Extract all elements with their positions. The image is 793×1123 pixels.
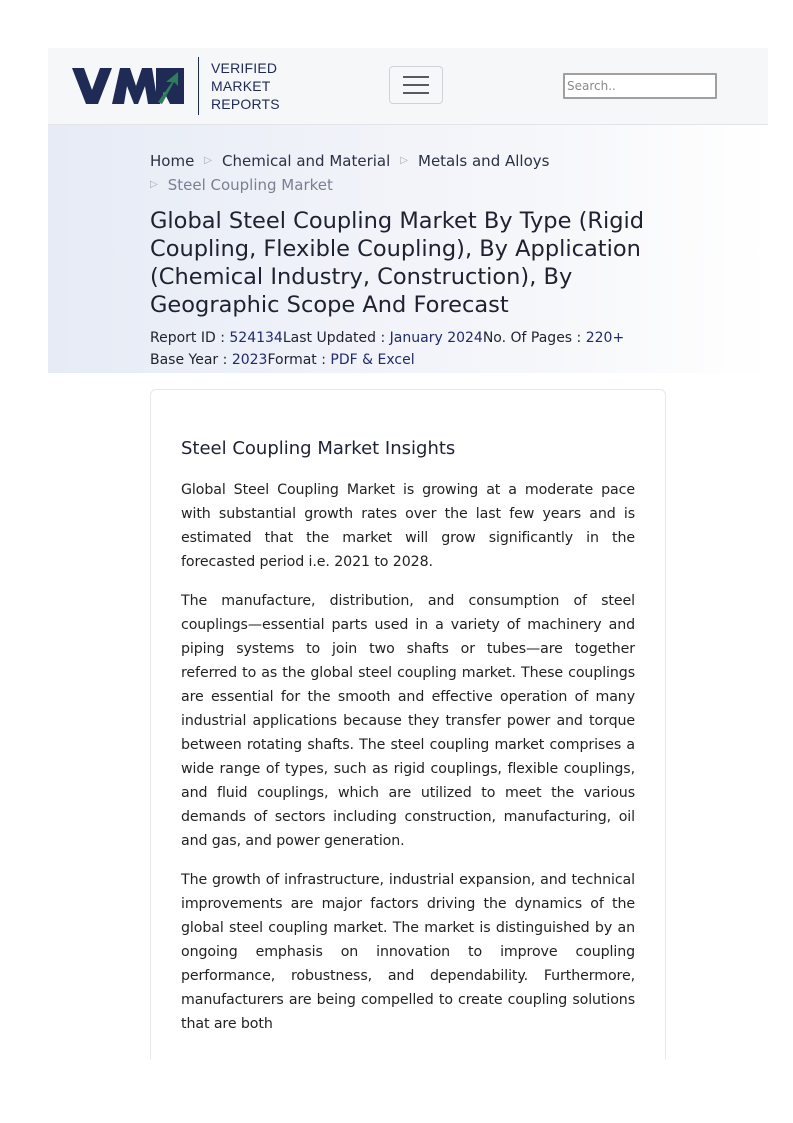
- report-meta-row: [150, 327, 670, 349]
- site-header: [48, 48, 768, 125]
- report-id-label: Report ID :: [150, 330, 230, 346]
- pages-value: 220+: [585, 330, 625, 346]
- last-updated-label: Last Updated :: [282, 330, 390, 346]
- last-updated-value: January 2024: [389, 330, 483, 346]
- logo-divider: [198, 57, 199, 115]
- vmr-logo-mark-icon: [72, 66, 184, 106]
- logo[interactable]: [72, 57, 280, 115]
- chevron-right-icon: ▷: [204, 155, 212, 166]
- report-meta: [150, 327, 670, 371]
- breadcrumb-row: [150, 173, 670, 197]
- logo-line-verified: VERIFIED: [211, 60, 278, 76]
- report-meta-row: [150, 349, 670, 371]
- report-id-value: 524134: [229, 330, 283, 346]
- hamburger-menu-icon-bar: [403, 92, 429, 94]
- search-input[interactable]: [563, 73, 717, 99]
- breadcrumb-chemical-and-material[interactable]: Chemical and Material: [222, 152, 391, 170]
- report-hero: [48, 125, 768, 373]
- base-year-value: 2023: [231, 352, 268, 368]
- pages-label: No. Of Pages :: [482, 330, 586, 346]
- format-value: PDF & Excel: [330, 352, 415, 368]
- breadcrumb-metals-and-alloys[interactable]: Metals and Alloys: [418, 152, 550, 170]
- chevron-right-icon: ▷: [400, 155, 408, 166]
- breadcrumb-row: [150, 149, 670, 173]
- hamburger-menu-icon: [403, 76, 429, 78]
- page-title: Global Steel Coupling Market By Type (Rigid Coupling, Flexible Coupling), By Application (Chemical Industry, Construction), By Geographic Scope And Forecast: [150, 208, 645, 318]
- chevron-right-icon: ▷: [150, 179, 158, 190]
- base-year-label: Base Year :: [150, 352, 232, 368]
- breadcrumb-home[interactable]: Home: [150, 152, 195, 170]
- logo-line-reports: REPORTS: [211, 96, 280, 112]
- logo-line-market: MARKET: [211, 78, 271, 94]
- insights-paragraph: The growth of infrastructure, industrial expansion, and technical improvements are major factors driving the dynamics of the global steel coupling market. The market is distinguished by an ongoing emphasis on innovation to improve coupling performance, robustness, and dependability. Furthermore, manufacturers are being compelled to create coupling solutions that are both: [181, 872, 635, 1032]
- section-title: Steel Coupling Market Insights: [181, 438, 456, 459]
- format-label: Format :: [267, 352, 331, 368]
- breadcrumb: [150, 149, 670, 197]
- breadcrumb-current: Steel Coupling Market: [167, 176, 333, 194]
- insights-paragraph: The manufacture, distribution, and consumption of steel couplings—essential parts used in a variety of machinery and piping systems to join two shafts or tubes—are together referred to as the global steel coupling market. These couplings are essential for the smooth and effective operation of many industrial applications because they transfer power and torque between rotating shafts. The steel coupling market comprises a wide range of types, such as rigid couplings, flexible couplings, and fluid couplings, which are utilized to meet the various demands of sectors including construction, manufacturing, oil and gas, and power generation.: [181, 593, 635, 849]
- logo-wordmark: [211, 59, 280, 113]
- insights-card: [150, 389, 666, 1060]
- hamburger-menu-icon-bar: [403, 84, 429, 86]
- insights-paragraph: Global Steel Coupling Market is growing at a moderate pace with substantial growth rates over the last few years and is estimated that the market will grow significantly in the forecasted period i.e. 2021 to 2028.: [181, 482, 635, 570]
- menu-toggle-button[interactable]: [389, 66, 443, 104]
- insights-card-body: [181, 436, 635, 1051]
